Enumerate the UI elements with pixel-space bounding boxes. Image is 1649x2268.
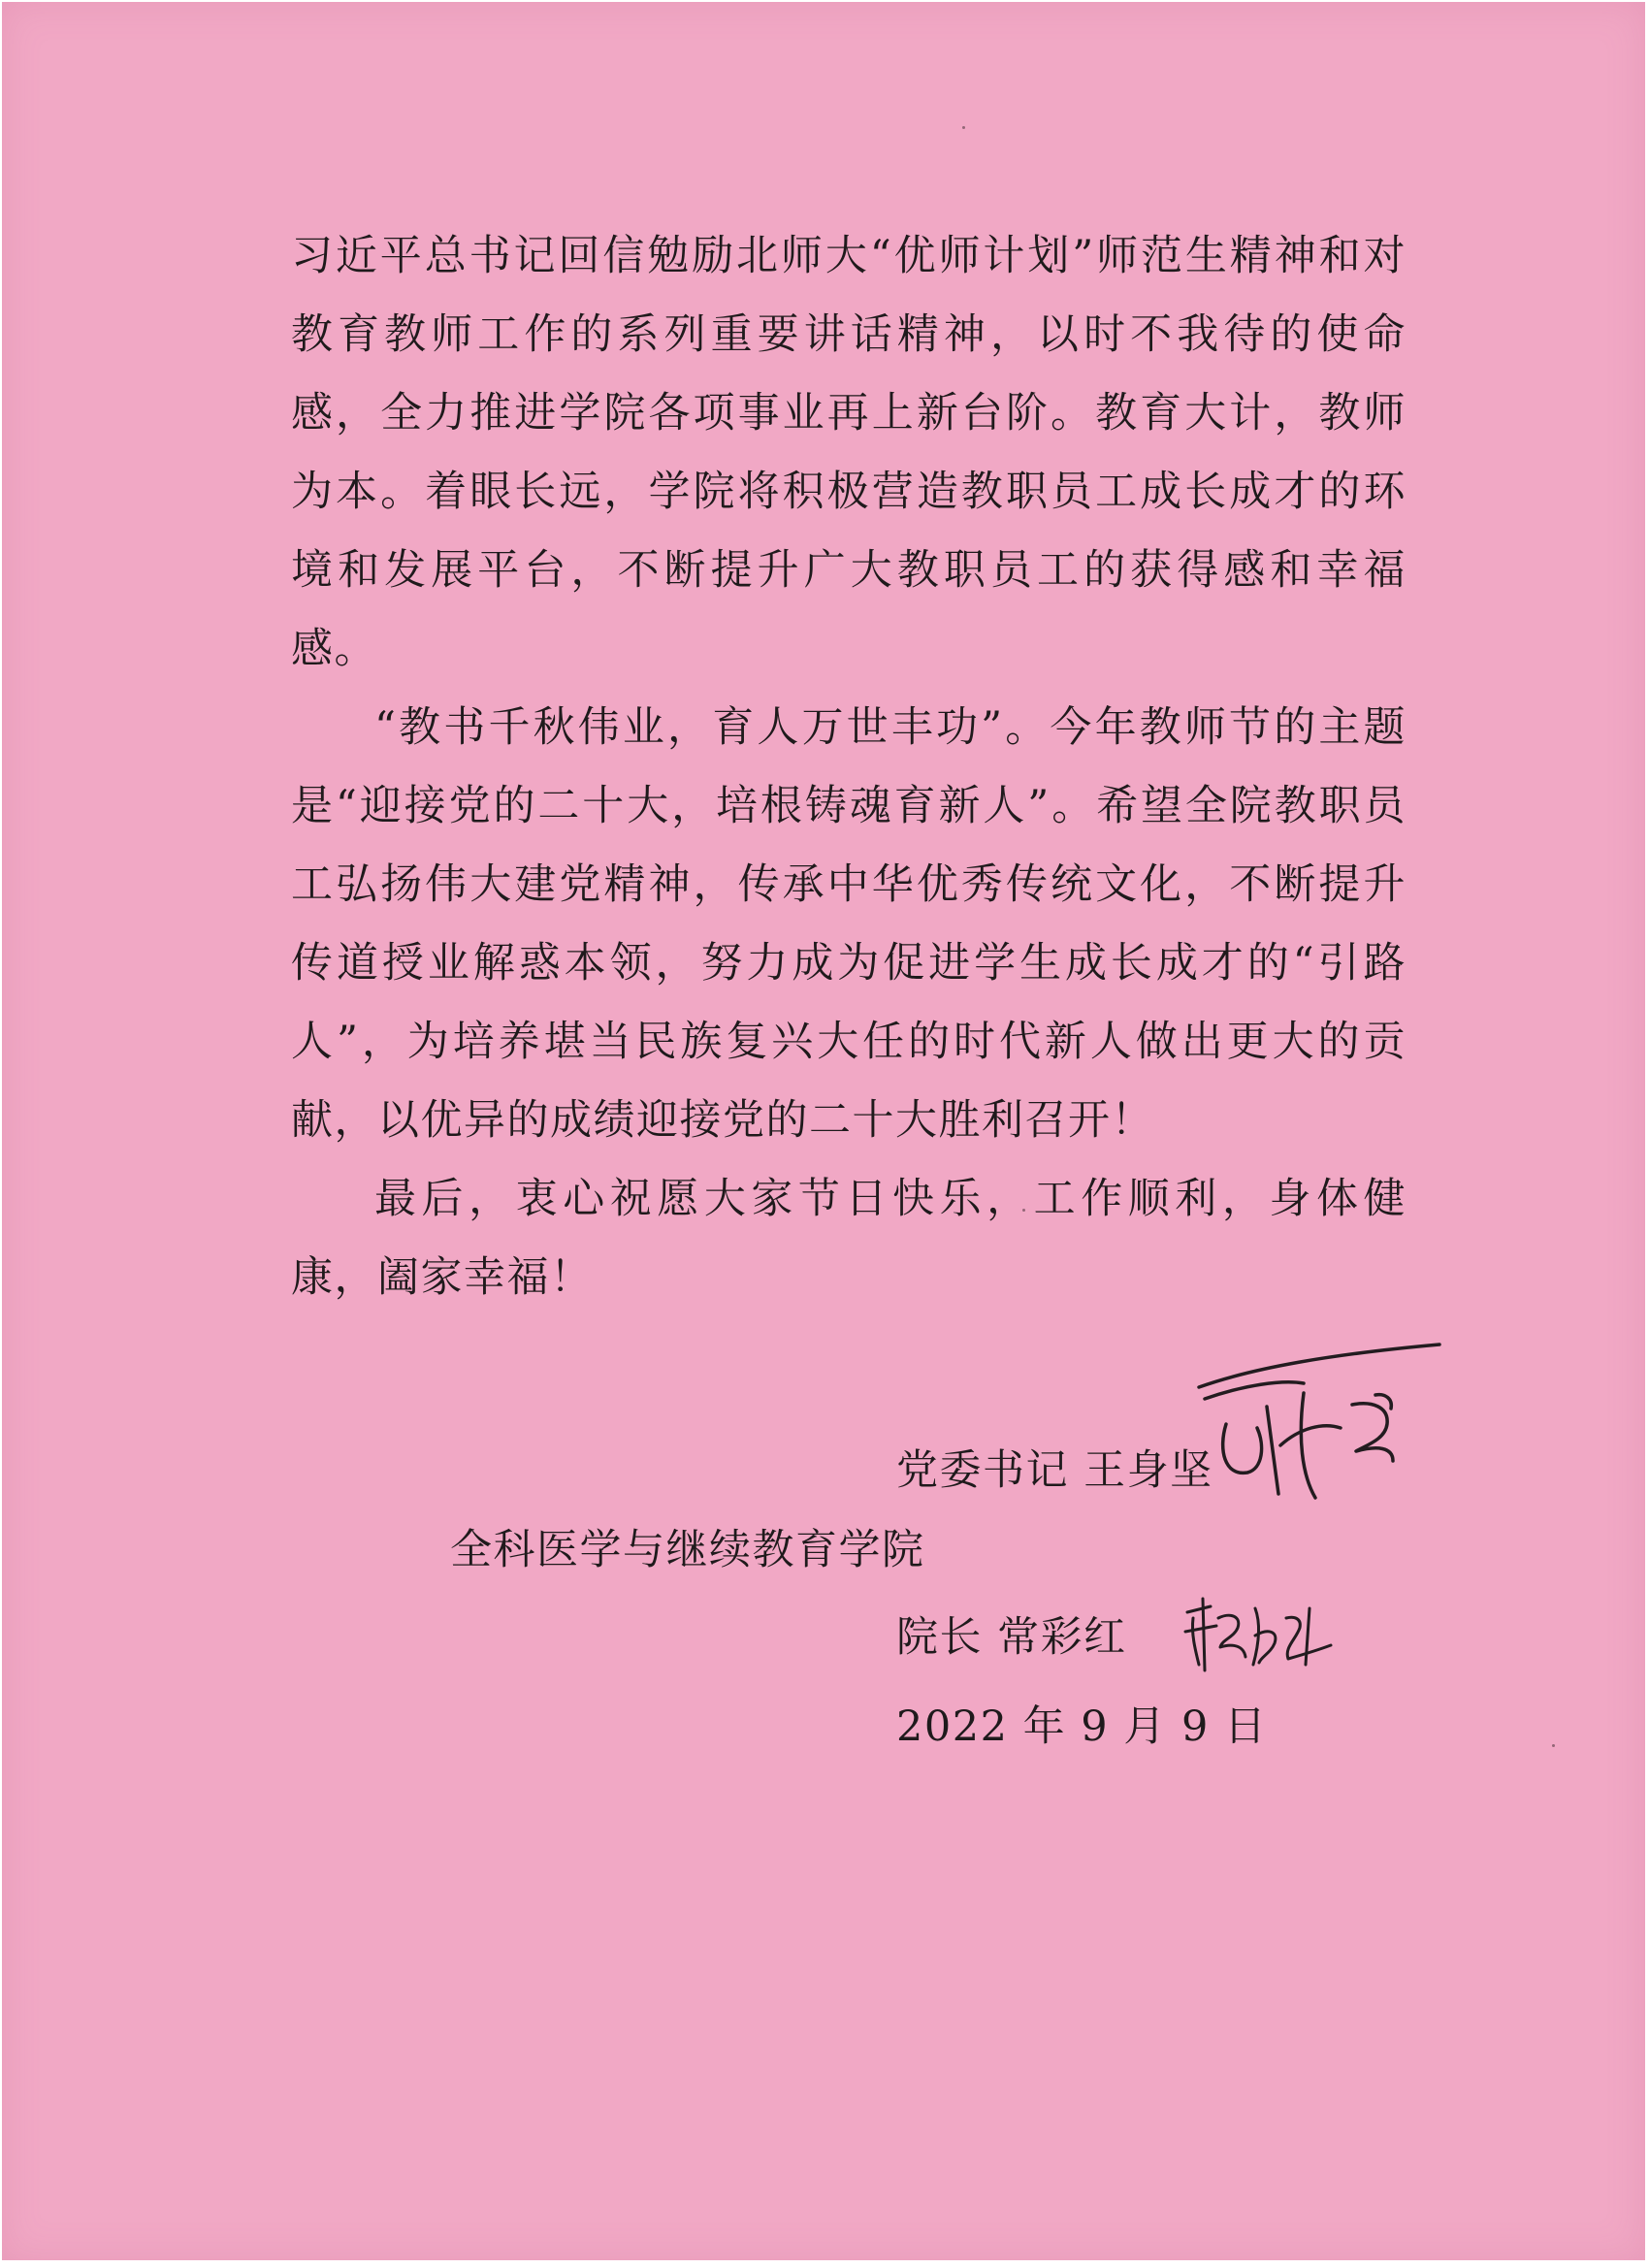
letter-date: 2022 年 9 月 9 日 — [896, 1702, 1268, 1751]
handwritten-signature-dean — [1178, 1589, 1342, 1676]
dean-signature-line: 院长 常彩红 — [896, 1613, 1127, 1662]
paper-speck — [1552, 1744, 1555, 1747]
handwritten-signature-secretary — [1185, 1331, 1457, 1506]
letter-paragraph-3: 最后，衷心祝愿大家节日快乐，工作顺利，身体健康，阖家幸福！ — [291, 1175, 1406, 1302]
letter-body — [291, 217, 1406, 1317]
letter-page — [2, 2, 1645, 2260]
letter-paragraph-2: “教书千秋伟业，育人万世丰功”。今年教师节的主题是“迎接党的二十大，培根铸魂育新人”。希望全院教职员工弘扬伟大建党精神，传承中华优秀传统文化，不断提升传道授业解惑本领，努力成为促进学生成长成才的“引路人”，为培养堪当民族复兴大任的时代新人做出更大的贡献，以优异的成绩迎接党的二十大胜利召开！ — [291, 703, 1406, 1145]
institution-name: 全科医学与继续教育学院 — [450, 1526, 925, 1574]
secretary-signature-line: 党委书记 王身坚 — [896, 1446, 1213, 1495]
letter-paragraph-1: 习近平总书记回信勉励北师大“优师计划”师范生精神和对教育教师工作的系列重要讲话精神，以时不我待的使命感，全力推进学院各项事业再上新台阶。教育大计，教师为本。着眼长远，学院将积极营造教职员工成长成才的环境和发展平台，不断提升广大教职员工的获得感和幸福感。 — [291, 232, 1406, 673]
paper-speck — [962, 126, 965, 129]
